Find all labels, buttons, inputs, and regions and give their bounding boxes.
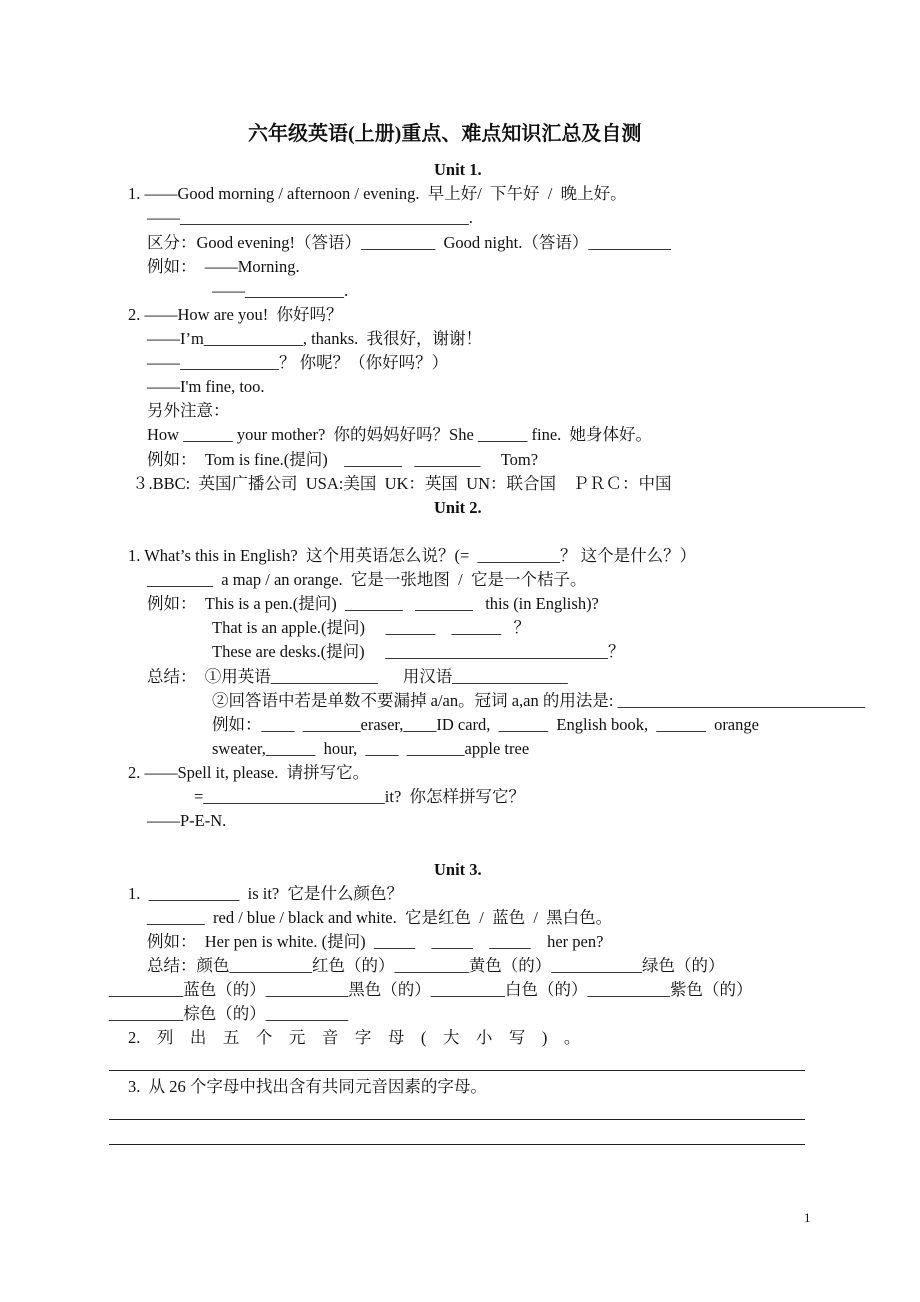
text-line: ——___________________________________. — [147, 208, 473, 227]
text-line: These are desks.(提问) ___________________________？ — [212, 642, 625, 661]
text-line: 例如： This is a pen.(提问) _______ _______ this (in English)? — [147, 594, 599, 613]
text-line: 例如： Tom is fine.(提问) _______ ________ Tom? — [147, 450, 539, 469]
text-line: ３.BBC: 英国广播公司 USA:美国 UK：英国 UN：联合国 ＰＲＣ：中国 — [132, 474, 672, 493]
unit-heading: Unit 2. — [434, 498, 482, 517]
text-line: 总结： ①用英语_____________ 用汉语______________ — [147, 667, 568, 686]
text-line: ——____________？ 你呢？（你好吗？） — [147, 353, 449, 372]
text-line: That is an apple.(提问) ______ ______ ？ — [212, 618, 531, 637]
text-line: 另外注意： — [147, 401, 230, 420]
text-line: 2. ——Spell it, please. 请拼写它。 — [128, 763, 370, 782]
text-line: _________蓝色（的）__________黑色（的）_________白色（的）__________紫色（的） — [109, 980, 753, 999]
text-line: ——I'm fine, too. — [147, 377, 265, 396]
unit-heading: Unit 3. — [434, 860, 482, 879]
unit-heading: Unit 1. — [434, 160, 482, 179]
text-line: 1. ——Good morning / afternoon / evening. 早上好/ 下午好 / 晚上好。 — [128, 184, 627, 203]
text-line: ——I’m____________, thanks. 我很好，谢谢！ — [147, 329, 483, 348]
text-line: _______ red / blue / black and white. 它是红色 / 蓝色 / 黑白色。 — [147, 908, 613, 927]
text-line: 总结：颜色__________红色（的）_________黄色（的）___________绿色（的） — [147, 956, 725, 975]
text-line: 1. What’s this in English? 这个用英语怎么说？(= __________？ 这个是什么？） — [128, 546, 697, 565]
text-line: =______________________it? 你怎样拼写它？ — [194, 787, 526, 806]
page-title: 六年级英语(上册)重点、难点知识汇总及自测 — [248, 123, 642, 145]
text-line: ________ a map / an orange. 它是一张地图 / 它是一个桔子。 — [147, 570, 587, 589]
text-line: 1. ___________ is it? 它是什么颜色？ — [128, 884, 403, 903]
text-line: 例如：____ _______eraser,____ID card, ______ English book, ______ orange — [212, 715, 759, 734]
text-line: 2. 列 出 五 个 元 音 字 母 ( 大 小 写 ) 。 — [128, 1028, 581, 1047]
text-line: ——____________. — [212, 281, 349, 300]
answer-rule — [109, 1144, 805, 1145]
answer-rule — [109, 1119, 805, 1120]
answer-rule — [109, 1070, 805, 1071]
text-line: 区分：Good evening!（答语）_________ Good night.（答语）__________ — [147, 233, 671, 252]
text-line: ——P-E-N. — [147, 811, 227, 830]
text-line: 例如： ——Morning. — [147, 257, 300, 276]
text-line: How ______ your mother? 你的妈妈好吗？She ______ fine. 她身体好。 — [147, 425, 653, 444]
text-line: 例如： Her pen is white. (提问) _____ _____ _____ her pen? — [147, 932, 604, 951]
page-number: 1 — [804, 1210, 811, 1225]
text-line: _________棕色（的）__________ — [109, 1004, 349, 1023]
text-line: 2. ——How are you! 你好吗？ — [128, 305, 343, 324]
text-line: 3. 从 26 个字母中找出含有共同元音因素的字母。 — [128, 1077, 487, 1096]
text-line: sweater,______ hour, ____ _______apple tree — [212, 739, 530, 758]
text-line: ②回答语中若是单数不要漏掉 a/an。冠词 a,an 的用法是: ______________________________ — [212, 691, 866, 710]
